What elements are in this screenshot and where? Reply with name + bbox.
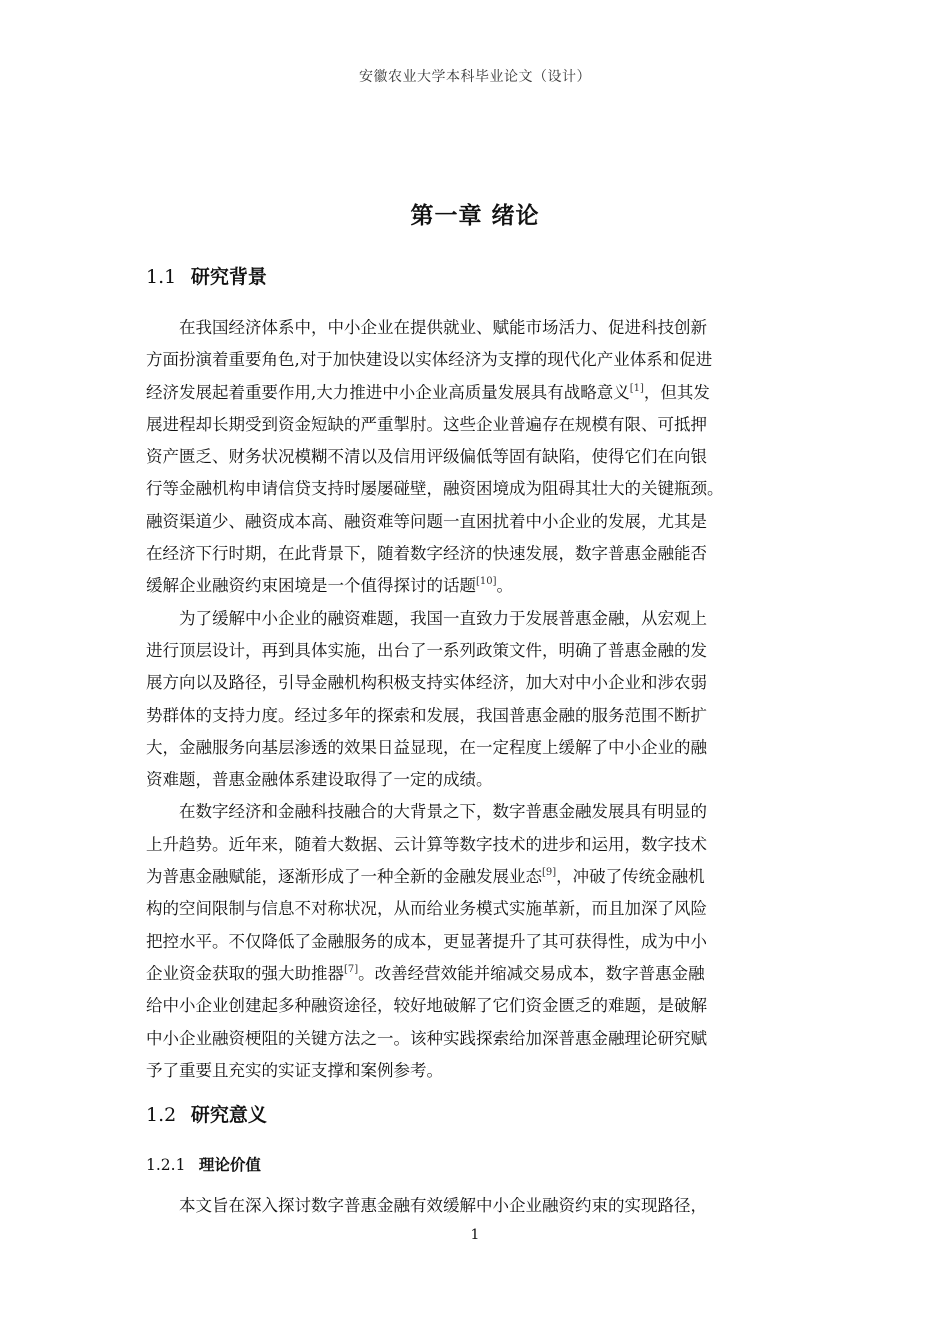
subsection-number: 1.2.1: [146, 1156, 186, 1174]
section-1-2-1-body: [146, 1190, 806, 1222]
text-line: 予了重要且充实的实证支撑和案例参考。: [146, 1060, 443, 1080]
text-line: 上升趋势。近年来，随着大数据、云计算等数字技术的进步和运用，数字技术: [146, 834, 707, 854]
section-heading-1-1: [146, 262, 267, 289]
section-number: 1.2: [146, 1104, 177, 1126]
section-heading-1-2: [146, 1100, 267, 1127]
text-line: 展进程却长期受到资金短缺的严重掣肘。这些企业普遍存在规模有限、可抵押: [146, 414, 707, 434]
text-line: 给中小企业创建起多种融资途径，较好地破解了它们资金匮乏的难题，是破解: [146, 996, 707, 1016]
text-segment: ，冲破了传统金融机: [556, 867, 705, 887]
text-line: [146, 964, 705, 983]
text-segment: 经济发展起着重要作用,大力推进中小企业高质量发展具有战略意义: [146, 382, 630, 402]
section-1-1-body: [146, 312, 806, 1087]
text-segment: 企业资金获取的强大助推器: [146, 963, 344, 983]
text-segment: 为普惠金融赋能，逐渐形成了一种全新的金融发展业态: [146, 867, 542, 887]
chapter-title: 第一章 绪论: [410, 203, 540, 229]
page-number: 1: [470, 1227, 480, 1243]
text-line: 把控水平。不仅降低了金融服务的成本，更显著提升了其可获得性，成为中小: [146, 931, 707, 951]
text-line: 中小企业融资梗阻的关键方法之一。该种实践探索给加深普惠金融理论研究赋: [146, 1028, 707, 1048]
text-line: [146, 383, 710, 402]
text-line: 融资渠道少、融资成本高、融资难等问题一直困扰着中小企业的发展，尤其是: [146, 511, 707, 531]
text-segment: 。改善经营效能并缩减交易成本，数字普惠金融: [358, 963, 705, 983]
citation-marker: [1]: [629, 382, 644, 394]
section-title: 研究意义: [190, 1104, 267, 1126]
text-segment: 缓解企业融资约束困境是一个值得探讨的话题: [146, 576, 476, 596]
text-line: 为了缓解中小企业的融资难题，我国一直致力于发展普惠金融，从宏观上: [179, 608, 707, 628]
section-title: 研究背景: [190, 266, 267, 288]
paragraph: [146, 603, 806, 797]
text-line: 本文旨在深入探讨数字普惠金融有效缓解中小企业融资约束的实现路径，: [179, 1196, 707, 1215]
text-line: 势群体的支持力度。经过多年的探索和发展，我国普惠金融的服务范围不断扩: [146, 705, 707, 725]
subsection-title: 理论价值: [198, 1156, 261, 1174]
text-line: [146, 867, 705, 886]
subsection-heading-1-2-1: [146, 1153, 261, 1175]
text-line: 在数字经济和金融科技融合的大背景之下，数字普惠金融发展具有明显的: [179, 802, 707, 822]
text-line: 在经济下行时期，在此背景下，随着数字经济的快速发展，数字普惠金融能否: [146, 544, 707, 564]
section-number: 1.1: [146, 266, 177, 288]
text-segment: ，但其发: [643, 382, 710, 402]
text-line: 展方向以及路径，引导金融机构积极支持实体经济，加大对中小企业和涉农弱: [146, 673, 707, 693]
text-line: 大，金融服务向基层渗透的效果日益显现，在一定程度上缓解了中小企业的融: [146, 737, 707, 757]
text-line: 在我国经济体系中，中小企业在提供就业、赋能市场活力、促进科技创新: [179, 318, 707, 337]
text-segment: 。: [496, 576, 514, 596]
running-header: 安徽农业大学本科毕业论文（设计）: [359, 69, 591, 85]
text-line: 进行顶层设计，再到具体实施，出台了一系列政策文件，明确了普惠金融的发: [146, 640, 707, 660]
citation-marker: [10]: [476, 576, 497, 588]
text-line: 方面扮演着重要角色,对于加快建设以实体经济为支撑的现代化产业体系和促进: [146, 350, 713, 370]
paragraph: [146, 796, 806, 1087]
citation-marker: [9]: [542, 867, 557, 879]
text-line: [146, 576, 513, 595]
text-line: 资难题，普惠金融体系建设取得了一定的成绩。: [146, 770, 493, 790]
citation-marker: [7]: [344, 963, 359, 975]
text-line: 构的空间限制与信息不对称状况，从而给业务模式实施革新，而且加深了风险: [146, 899, 707, 919]
text-line: 资产匮乏、财务状况模糊不清以及信用评级偏低等固有缺陷，使得它们在向银: [146, 447, 707, 467]
paragraph: [146, 1190, 806, 1222]
paragraph: [146, 312, 806, 603]
text-line: 行等金融机构申请信贷支持时屡屡碰壁，融资困境成为阻碍其壮大的关键瓶颈。: [146, 479, 724, 499]
